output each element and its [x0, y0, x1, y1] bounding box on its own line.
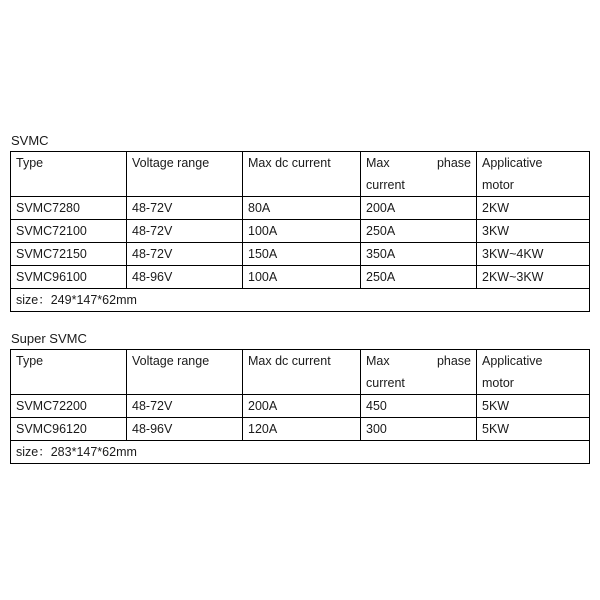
cell-phase-current: 200A	[361, 197, 477, 220]
cell-dc-current: 120A	[243, 418, 361, 441]
cell-dc-current: 100A	[243, 220, 361, 243]
table-row	[11, 266, 590, 289]
header-voltage-range: Voltage range	[127, 152, 243, 197]
super-svmc-spec-table	[10, 349, 590, 464]
header-motor-line1: Applicative	[482, 156, 543, 170]
cell-motor: 2KW~3KW	[477, 266, 590, 289]
header-phase-word-phase: phase	[436, 354, 471, 368]
table-row	[11, 395, 590, 418]
header-phase-word-max: Max	[366, 156, 390, 170]
svmc-section-title: SVMC	[11, 133, 49, 148]
cell-motor: 5KW	[477, 418, 590, 441]
cell-type: SVMC96120	[11, 418, 127, 441]
table-row	[11, 220, 590, 243]
cell-type: SVMC96100	[11, 266, 127, 289]
cell-type: SVMC7280	[11, 197, 127, 220]
cell-voltage: 48-72V	[127, 395, 243, 418]
header-applicative-motor	[477, 350, 590, 395]
header-motor-line2: motor	[482, 178, 514, 192]
super-svmc-section-title: Super SVMC	[11, 331, 87, 346]
header-max-dc-current: Max dc current	[243, 152, 361, 197]
cell-type: SVMC72200	[11, 395, 127, 418]
cell-type: SVMC72100	[11, 220, 127, 243]
cell-dc-current: 100A	[243, 266, 361, 289]
header-type: Type	[11, 350, 127, 395]
table-row	[11, 418, 590, 441]
cell-motor: 5KW	[477, 395, 590, 418]
cell-voltage: 48-96V	[127, 418, 243, 441]
cell-motor: 3KW~4KW	[477, 243, 590, 266]
cell-phase-current: 250A	[361, 266, 477, 289]
cell-phase-current: 250A	[361, 220, 477, 243]
cell-dc-current: 80A	[243, 197, 361, 220]
cell-dc-current: 200A	[243, 395, 361, 418]
header-voltage-range: Voltage range	[127, 350, 243, 395]
table-row	[11, 197, 590, 220]
header-max-dc-current: Max dc current	[243, 350, 361, 395]
size-cell: size：249*147*62mm	[11, 289, 590, 312]
cell-phase-current: 300	[361, 418, 477, 441]
table-row	[11, 243, 590, 266]
cell-voltage: 48-72V	[127, 197, 243, 220]
header-type: Type	[11, 152, 127, 197]
header-phase-word-max: Max	[366, 354, 390, 368]
cell-dc-current: 150A	[243, 243, 361, 266]
header-max-phase-current	[361, 152, 477, 197]
header-phase-word-current: current	[366, 376, 405, 390]
header-max-phase-current	[361, 350, 477, 395]
cell-voltage: 48-72V	[127, 220, 243, 243]
header-phase-word-current: current	[366, 178, 405, 192]
table-header-row	[11, 350, 590, 395]
cell-motor: 2KW	[477, 197, 590, 220]
size-cell: size：283*147*62mm	[11, 441, 590, 464]
cell-phase-current: 350A	[361, 243, 477, 266]
header-motor-line1: Applicative	[482, 354, 543, 368]
size-row	[11, 289, 590, 312]
header-applicative-motor	[477, 152, 590, 197]
size-row	[11, 441, 590, 464]
cell-type: SVMC72150	[11, 243, 127, 266]
cell-motor: 3KW	[477, 220, 590, 243]
table-header-row	[11, 152, 590, 197]
header-phase-word-phase: phase	[436, 156, 471, 170]
cell-voltage: 48-96V	[127, 266, 243, 289]
cell-voltage: 48-72V	[127, 243, 243, 266]
cell-phase-current: 450	[361, 395, 477, 418]
header-motor-line2: motor	[482, 376, 514, 390]
svmc-spec-table	[10, 151, 590, 312]
